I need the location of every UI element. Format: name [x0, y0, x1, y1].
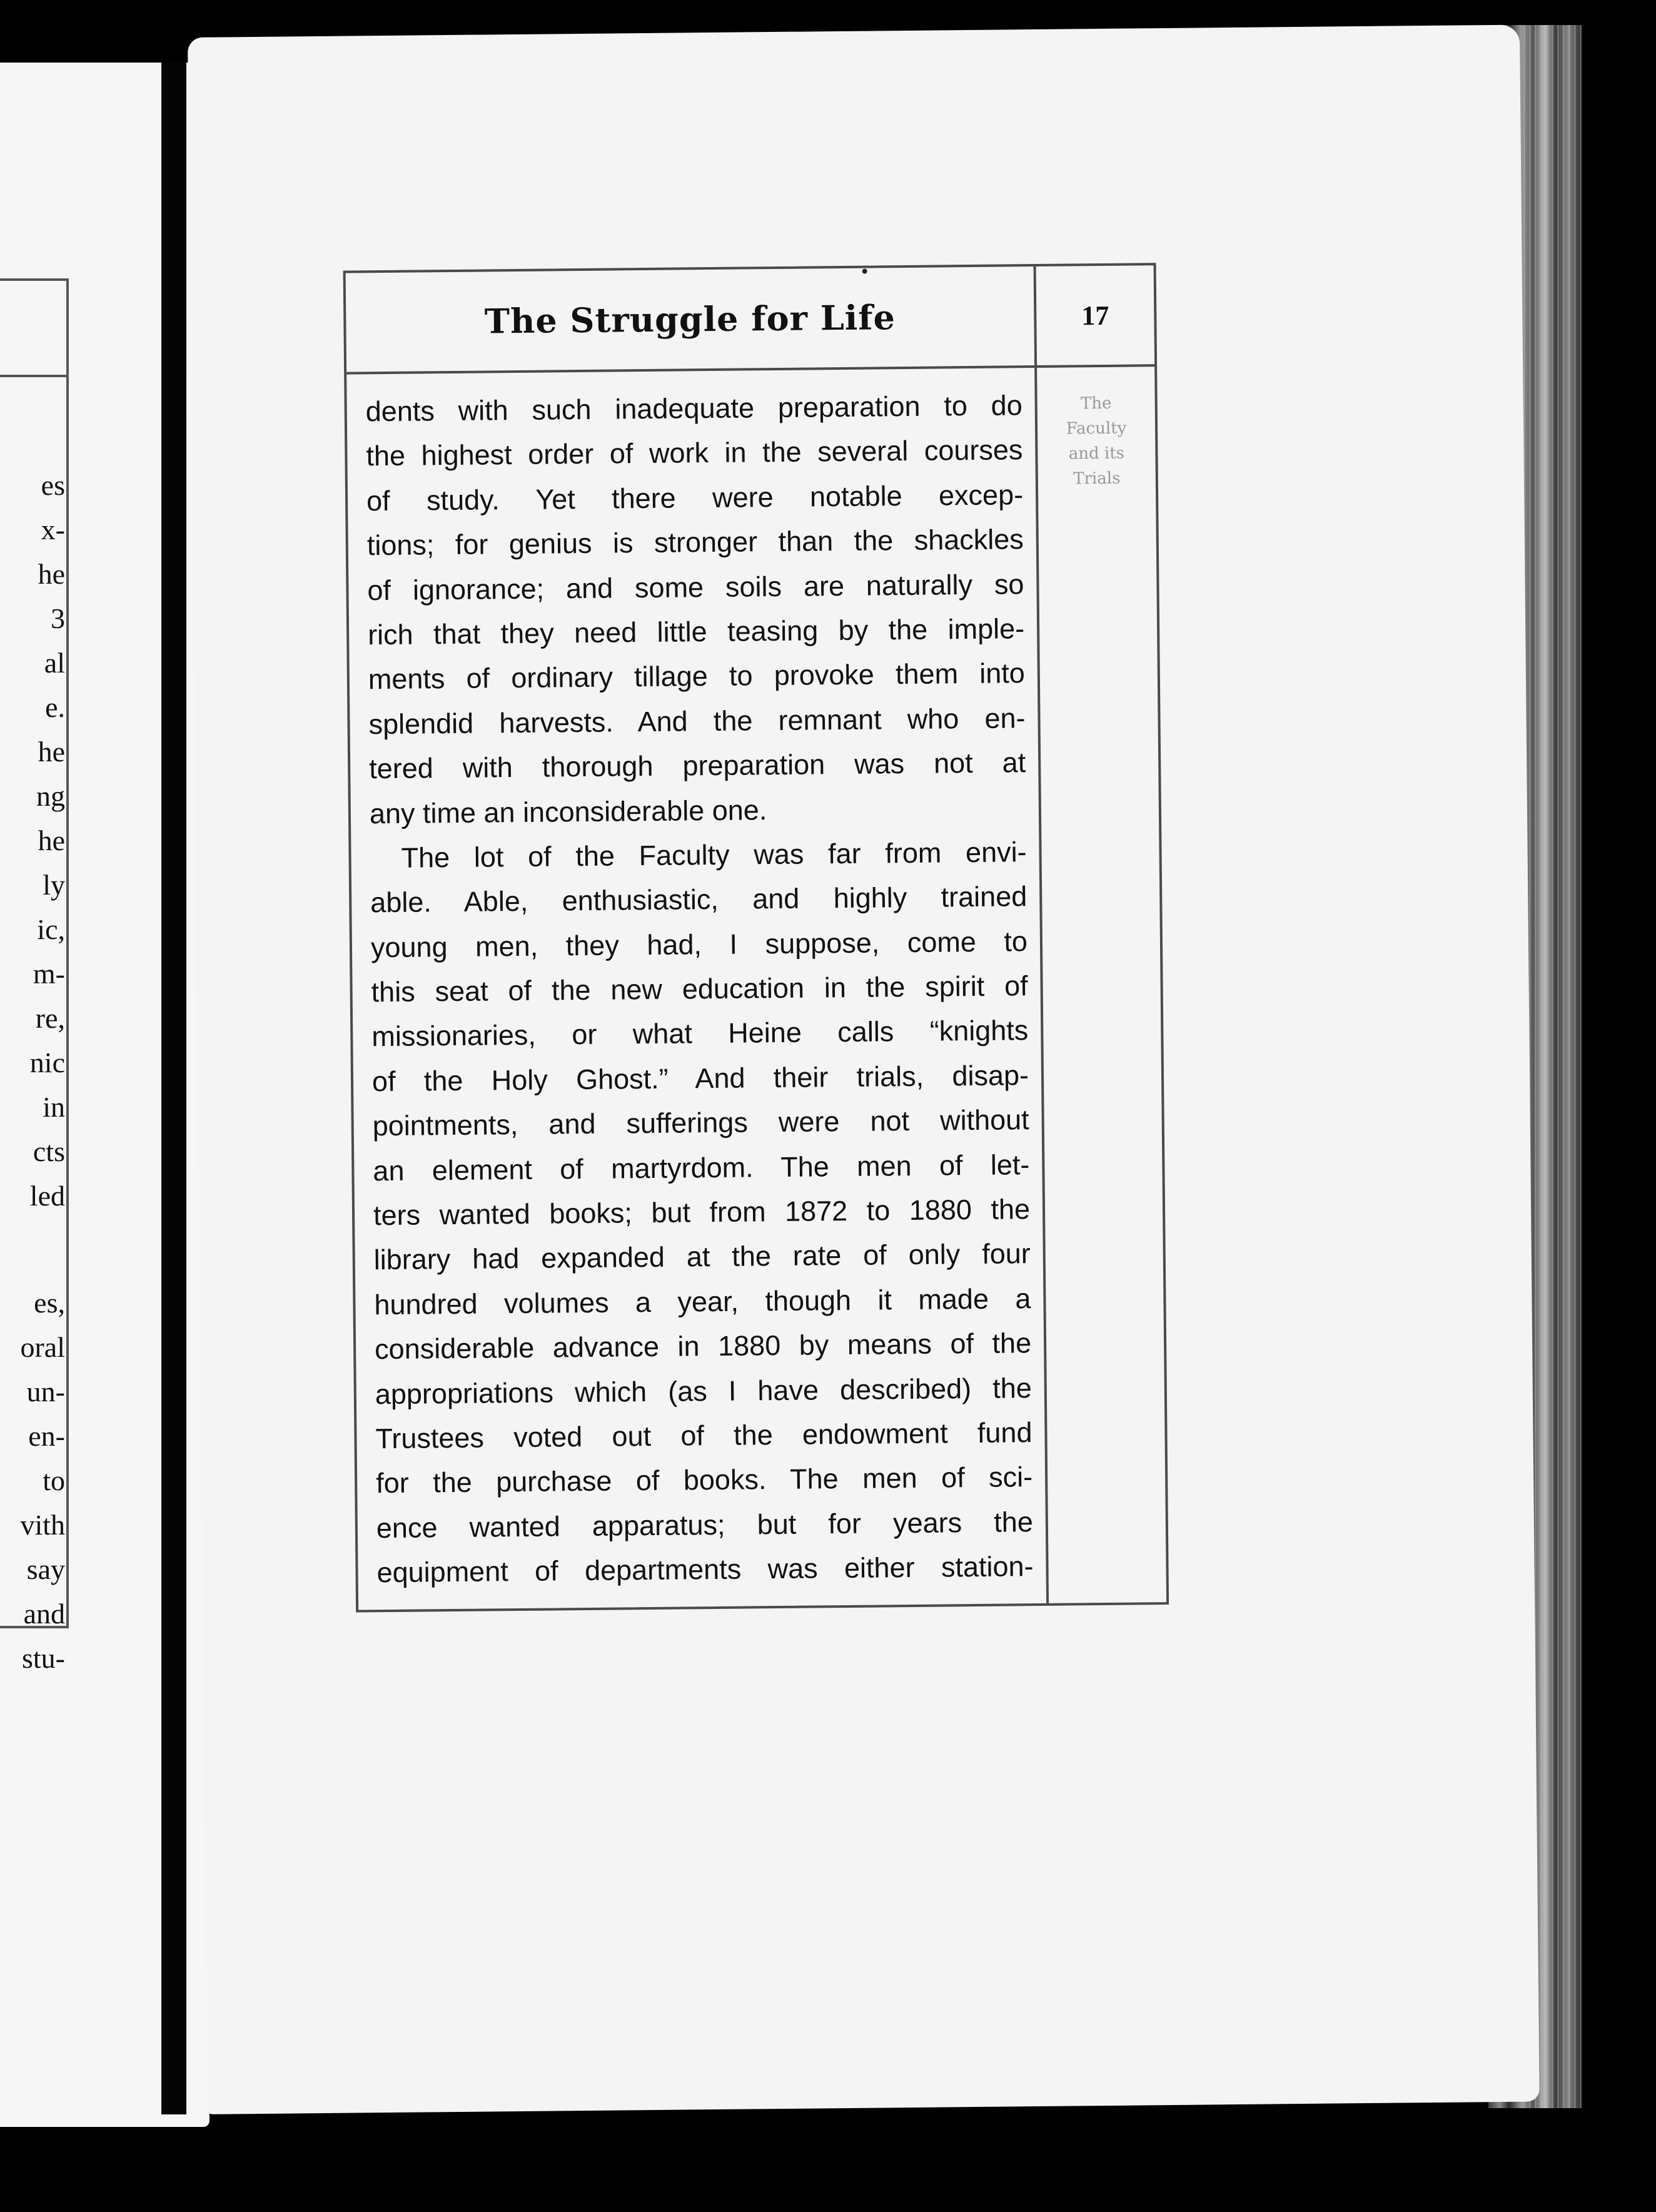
text-line: equipment of departments was either station- — [376, 1550, 1034, 1589]
left-fragment-line: ic, — [37, 913, 65, 945]
left-fragment-line: led — [29, 1180, 65, 1212]
margin-sidenote — [1037, 390, 1156, 492]
text-line: of ignorance; and some soils are naturally so — [367, 567, 1024, 606]
text-line: appropriations which (as I have described) the — [375, 1371, 1032, 1410]
text-line: tered with thorough preparation was not at — [368, 746, 1026, 785]
left-fragment-line: un- — [26, 1376, 65, 1408]
page-number: 17 — [1081, 300, 1109, 331]
text-line: rich that they need little teasing by the imple- — [367, 612, 1025, 651]
left-page-header-rule — [0, 375, 66, 377]
left-fragment-line: in — [43, 1091, 65, 1123]
left-fragment-line: es, — [34, 1287, 65, 1319]
running-title: The Struggle for Life — [484, 297, 896, 342]
left-fragment-line: al — [44, 647, 65, 679]
text-line: ence wanted apparatus; but for years the — [376, 1505, 1034, 1544]
text-line: the highest order of work in the several courses — [366, 434, 1023, 472]
left-fragment-line: he — [38, 736, 65, 768]
sidenote-line: and its — [1068, 444, 1125, 464]
text-line: ters wanted books; but from 1872 to 1880 the — [373, 1193, 1031, 1232]
text-line: dents with such inadequate preparation to do — [365, 389, 1022, 428]
left-fragment-line: he — [38, 824, 65, 856]
text-line: this seat of the new education in the spirit of — [371, 970, 1028, 1008]
text-line: hundred volumes a year, though it made a — [374, 1282, 1031, 1321]
left-fragment-line: es — [41, 469, 65, 501]
left-fragment-line: e. — [45, 691, 65, 723]
text-line: pointments, and sufferings were not without — [372, 1103, 1029, 1142]
sidenote-line: The — [1080, 393, 1112, 413]
left-fragment-line: x- — [41, 514, 65, 545]
text-line: any time an inconsiderable one. — [369, 793, 767, 830]
left-fragment-line: vith — [20, 1509, 65, 1541]
text-line: ments of ordinary tillage to provoke them into — [368, 657, 1026, 696]
text-line: tions; for genius is stronger than the shackles — [366, 523, 1024, 562]
left-fragment-line: cts — [33, 1135, 65, 1167]
left-fragment-line: and — [23, 1598, 65, 1630]
text-line: Trustees voted out of the endowment fund — [375, 1416, 1032, 1455]
text-line: considerable advance in 1880 by means of the — [374, 1327, 1032, 1366]
left-fragment-line — [0, 1218, 65, 1281]
left-fragment-line: stu- — [22, 1642, 65, 1674]
text-line: for the purchase of books. The men of sci- — [375, 1461, 1033, 1499]
left-fragment-line: nic — [29, 1047, 65, 1078]
left-fragment-line: he — [38, 558, 65, 590]
text-line: missionaries, or what Heine calls “knights — [371, 1014, 1029, 1053]
right-page — [188, 25, 1540, 2114]
body-text — [365, 383, 1033, 1595]
left-fragment-line: 3 — [51, 602, 65, 634]
left-page-text-fragments — [0, 463, 65, 1680]
left-fragment-line: m- — [33, 958, 65, 990]
text-line: able. Able, enthusiastic, and highly trained — [370, 880, 1027, 919]
left-fragment-line: say — [26, 1553, 65, 1585]
text-frame — [343, 263, 1169, 1612]
text-line: young men, they had, I suppose, come to — [370, 925, 1028, 963]
text-line: splendid harvests. And the remnant who en- — [368, 701, 1026, 741]
left-fragment-line: re, — [35, 1002, 65, 1034]
text-line: of study. Yet there were notable excep- — [366, 478, 1024, 517]
sidenote-line: Faculty — [1066, 419, 1127, 439]
text-line: an element of martyrdom. The men of let- — [373, 1148, 1030, 1187]
left-fragment-line: ng — [36, 780, 65, 812]
sidenote-line: Trials — [1073, 469, 1121, 489]
text-line: The lot of the Faculty was far from envi- — [401, 836, 1027, 874]
left-fragment-line: to — [43, 1464, 65, 1496]
text-line: library had expanded at the rate of only four — [373, 1237, 1031, 1276]
left-fragment-line: en- — [28, 1420, 65, 1452]
text-line: of the Holy Ghost.” And their trials, disap- — [371, 1059, 1029, 1098]
book-gutter — [161, 63, 186, 2114]
left-fragment-line: oral — [20, 1331, 65, 1363]
left-fragment-line: ly — [43, 869, 65, 901]
